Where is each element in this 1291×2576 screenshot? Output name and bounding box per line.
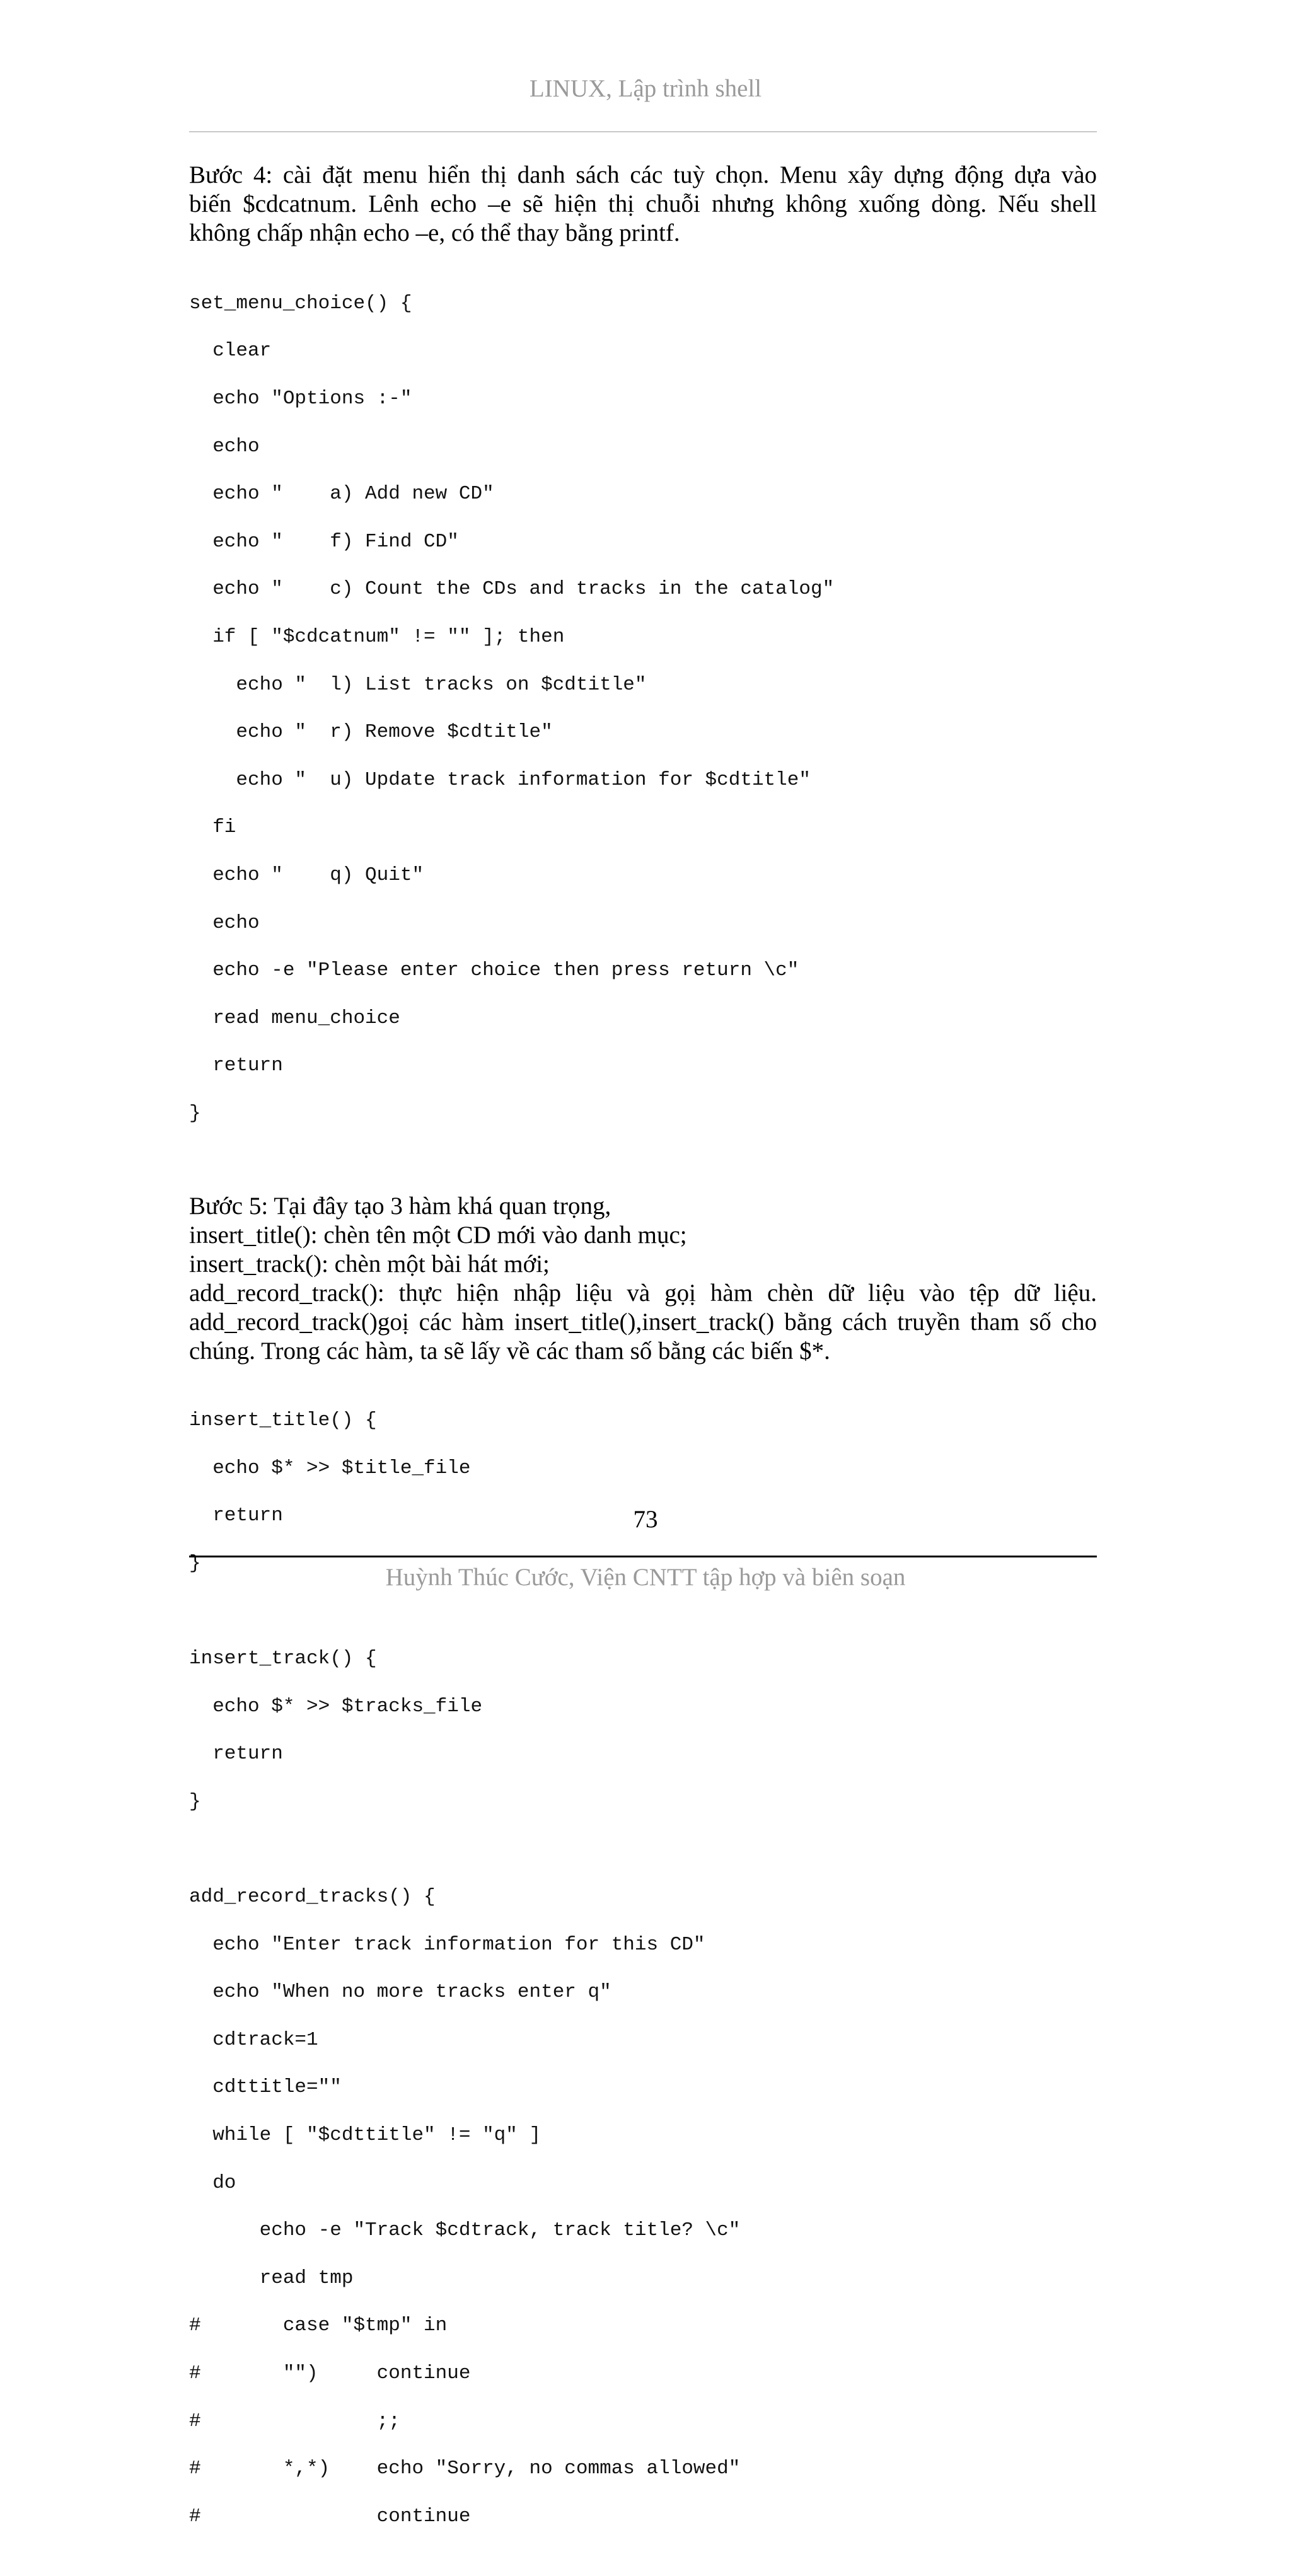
code-line: echo $* >> $title_file <box>189 1457 471 1479</box>
code-line: echo " f) Find CD" <box>189 530 459 553</box>
code-line: # ;; <box>189 2410 400 2432</box>
code-line: cdttitle="" <box>189 2076 342 2099</box>
code-line: if [ "$cdcatnum" != "" ]; then <box>189 625 565 648</box>
code-line: insert_title() { <box>189 1409 377 1432</box>
code-line: read tmp <box>189 2267 354 2289</box>
code-line: return <box>189 1743 283 1765</box>
code-line: echo <box>189 911 260 934</box>
code-line: echo " c) Count the CDs and tracks in the catalog" <box>189 578 835 601</box>
code-blank-line <box>189 1837 1097 1861</box>
step5-line: add_record_track()goị các hàm insert_title(),insert_track() bằng cách truyền tham số cho <box>189 1308 1097 1336</box>
step5-line: chúng. Trong các hàm, ta sẽ lấy về các tham số bằng các biến $*. <box>189 1337 830 1365</box>
code-line: echo " l) List tracks on $cdtitle" <box>189 673 647 696</box>
step5-line: add_record_track(): thực hiện nhập liệu và gọị hàm chèn dữ liệu vào tệp dữ liệu. <box>189 1279 1097 1307</box>
code-line: set_menu_choice() { <box>189 292 412 315</box>
code-line: echo -e "Track $cdtrack, track title? \c" <box>189 2219 741 2242</box>
code-line: do <box>189 2171 236 2194</box>
step5-line: insert_track(): chèn một bài hát mới; <box>189 1250 550 1278</box>
code-line: clear <box>189 340 272 362</box>
code-line: echo -e "Please enter choice then press return \c" <box>189 959 799 982</box>
code-line: # continue <box>189 2505 471 2527</box>
code-line: # *,*) echo "Sorry, no commas allowed" <box>189 2458 741 2480</box>
code-line: read menu_choice <box>189 1007 400 1029</box>
code-line: } <box>189 1552 201 1574</box>
footer-divider <box>189 1556 1097 1557</box>
code-line: echo " u) Update track information for $cdtitle" <box>189 768 811 791</box>
page-header-title: LINUX, Lập trình shell <box>529 75 762 102</box>
code-line: echo "When no more tracks enter q" <box>189 1981 611 2004</box>
code-line: echo " r) Remove $cdtitle" <box>189 721 553 744</box>
code-line: echo " a) Add new CD" <box>189 483 494 505</box>
code-line: # case "$tmp" in <box>189 2314 448 2337</box>
step4-line: không chấp nhận echo –e, có thể thay bằng printf. <box>189 219 680 246</box>
code-line: echo " q) Quit" <box>189 863 424 886</box>
code-line: # "") continue <box>189 2362 471 2384</box>
page-content <box>189 161 1097 2576</box>
step5-line: Bước 5: Tại đây tạo 3 hàm khá quan trọng, <box>189 1193 611 1220</box>
code-line: return <box>189 1505 283 1527</box>
code-line: } <box>189 1102 201 1124</box>
code-block-set-menu-choice <box>189 268 1097 1173</box>
header-divider <box>189 131 1097 132</box>
step5-line: insert_title(): chèn tên một CD mới vào danh mục; <box>189 1222 687 1249</box>
page-number: 73 <box>633 1506 658 1533</box>
code-line: } <box>189 1790 201 1813</box>
code-line: fi <box>189 816 236 839</box>
code-line: insert_track() { <box>189 1648 377 1670</box>
code-line: return <box>189 1054 283 1077</box>
code-line: while [ "$cdttitle" != "q" ] <box>189 2123 541 2146</box>
code-line: add_record_tracks() { <box>189 1886 436 1909</box>
step4-paragraph <box>189 161 1097 248</box>
step5-paragraph <box>189 1192 1097 1366</box>
code-line: echo "Enter track information for this CD" <box>189 1933 705 1956</box>
code-line: echo $* >> $tracks_file <box>189 1695 483 1718</box>
step4-line: biến $cdcatnum. Lênh echo –e sẽ hiện thị chuỗi nhưng không xuống dòng. Nếu shell <box>189 190 1097 217</box>
code-blank-line <box>189 1599 1097 1623</box>
code-line: cdtrack=1 <box>189 2028 318 2051</box>
step4-line: Bước 4: cài đặt menu hiển thị danh sách các tuỳ chọn. Menu xây dựng động dựa vào <box>189 161 1097 188</box>
page-footer-text: Huỳnh Thúc Cước, Viện CNTT tập hợp và biên soạn <box>385 1564 906 1591</box>
code-line: echo "Options :-" <box>189 387 412 410</box>
code-line: echo <box>189 435 260 458</box>
